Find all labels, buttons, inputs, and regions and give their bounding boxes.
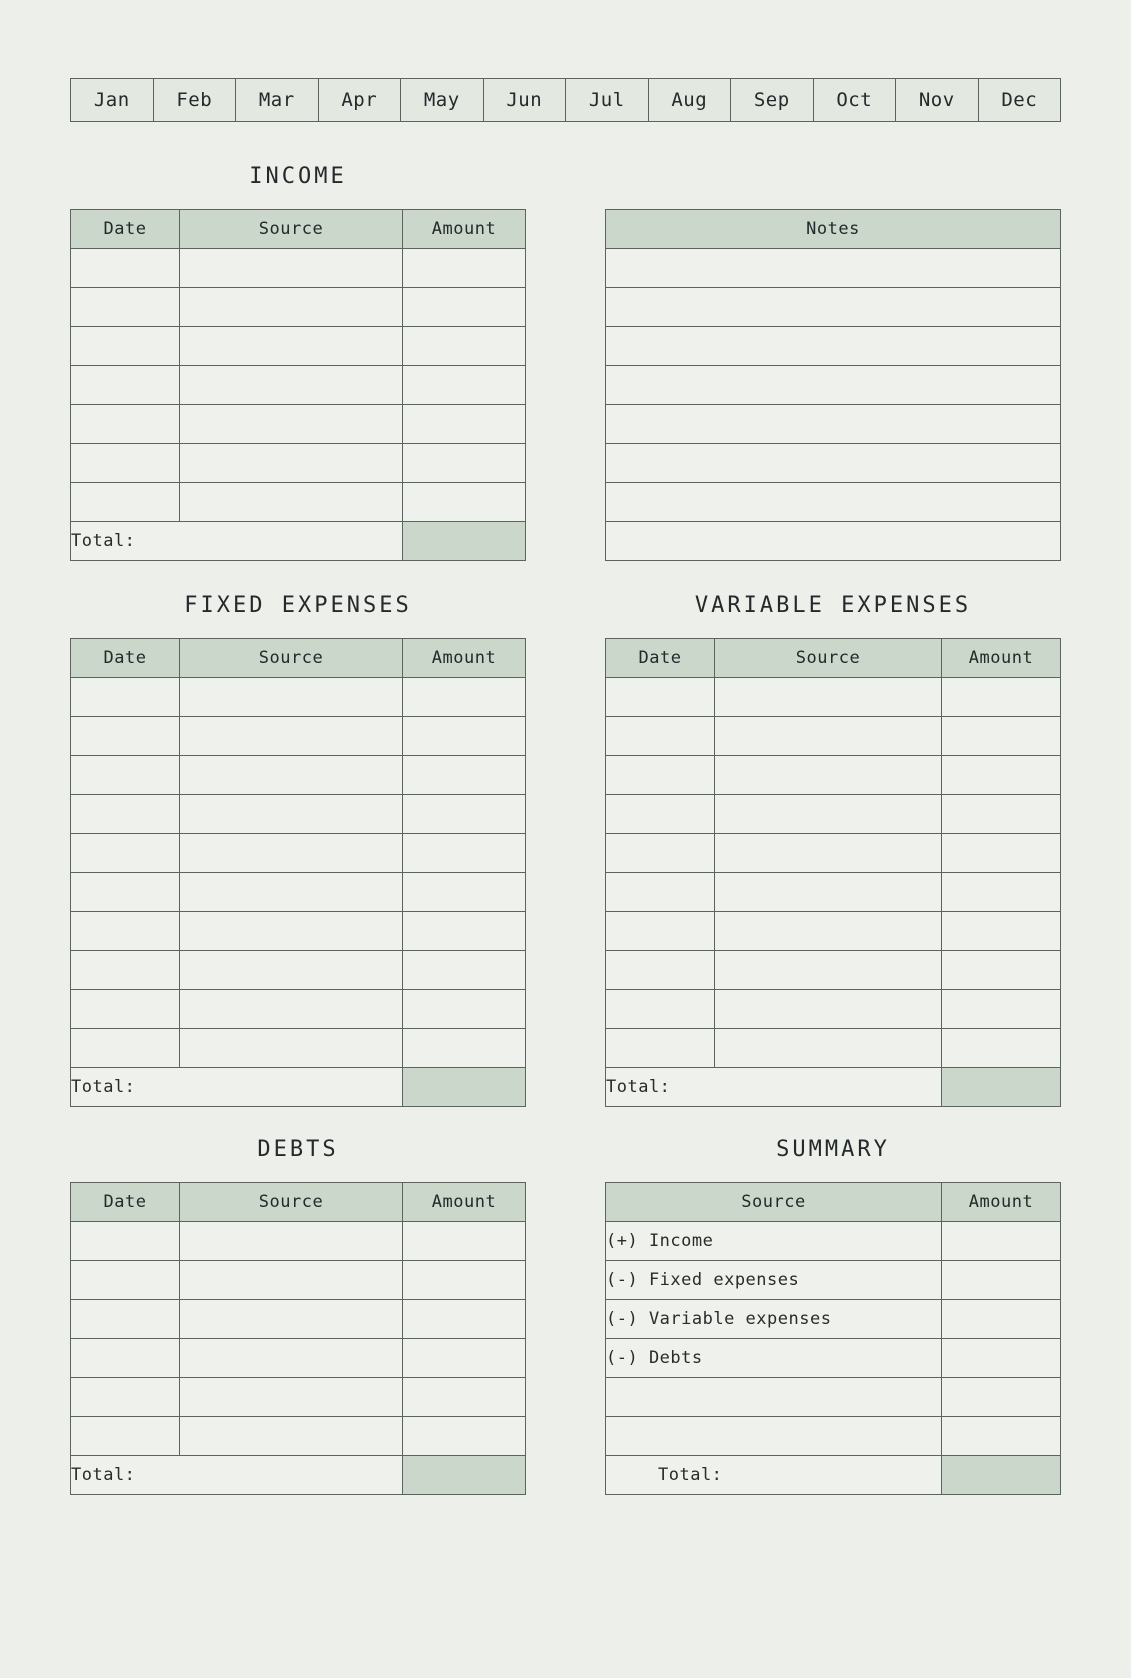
notes-cell[interactable] — [606, 327, 1061, 366]
table-row[interactable] — [71, 483, 526, 522]
income-total-value[interactable] — [403, 522, 526, 561]
notes-cell[interactable] — [606, 522, 1061, 561]
summary-total-row — [606, 1456, 1061, 1495]
income-cell-date[interactable] — [71, 444, 180, 483]
debts-cell-source[interactable] — [180, 1339, 403, 1378]
table-row[interactable] — [606, 951, 1061, 990]
fixed-cell-amount[interactable] — [403, 873, 526, 912]
table-row[interactable] — [71, 1378, 526, 1417]
table-row[interactable] — [71, 366, 526, 405]
fixed-cell-source[interactable] — [180, 717, 403, 756]
debts-cell-date[interactable] — [71, 1339, 180, 1378]
summary-total-value[interactable] — [942, 1456, 1061, 1495]
variable-cell-amount[interactable] — [942, 678, 1061, 717]
income-cell-source[interactable] — [180, 327, 403, 366]
variable-cell-amount[interactable] — [942, 912, 1061, 951]
summary-label-fixed-expenses: (-) Fixed expenses — [606, 1261, 942, 1300]
fixed-cell-amount[interactable] — [403, 1029, 526, 1068]
notes-cell[interactable] — [606, 405, 1061, 444]
debts-cell-date[interactable] — [71, 1222, 180, 1261]
variable-cell-source[interactable] — [715, 990, 942, 1029]
table-row[interactable] — [606, 1261, 1061, 1300]
fixed-cell-date[interactable] — [71, 912, 180, 951]
income-cell-date[interactable] — [71, 366, 180, 405]
variable-cell-amount[interactable] — [942, 795, 1061, 834]
month-tab-bar — [70, 78, 1061, 122]
table-row[interactable] — [606, 912, 1061, 951]
variable-cell-date[interactable] — [606, 912, 715, 951]
table-row[interactable] — [71, 1417, 526, 1456]
income-table — [70, 209, 526, 561]
table-row[interactable] — [71, 1339, 526, 1378]
income-cell-source[interactable] — [180, 366, 403, 405]
month-tab-jan[interactable]: Jan — [71, 79, 154, 121]
table-row[interactable] — [606, 405, 1061, 444]
fixed-cell-amount[interactable] — [403, 756, 526, 795]
table-row[interactable] — [71, 405, 526, 444]
fixed-cell-source[interactable] — [180, 795, 403, 834]
fixed-cell-date[interactable] — [71, 834, 180, 873]
fixed-header-amount: Amount — [403, 639, 526, 678]
debts-cell-amount[interactable] — [403, 1261, 526, 1300]
fixed-cell-source[interactable] — [180, 873, 403, 912]
table-header-row — [71, 1183, 526, 1222]
variable-cell-date[interactable] — [606, 678, 715, 717]
variable-cell-source[interactable] — [715, 834, 942, 873]
fixed-cell-date[interactable] — [71, 990, 180, 1029]
table-row[interactable] — [606, 678, 1061, 717]
month-tab-may[interactable]: May — [401, 79, 484, 121]
variable-cell-date[interactable] — [606, 756, 715, 795]
summary-value-debts[interactable] — [942, 1339, 1061, 1378]
variable-cell-amount[interactable] — [942, 873, 1061, 912]
fixed-total-row — [71, 1068, 526, 1107]
income-cell-amount[interactable] — [403, 405, 526, 444]
variable-cell-source[interactable] — [715, 951, 942, 990]
variable-cell-source[interactable] — [715, 795, 942, 834]
income-cell-date[interactable] — [71, 405, 180, 444]
income-cell-amount[interactable] — [403, 288, 526, 327]
income-cell-source[interactable] — [180, 483, 403, 522]
variable-header-amount: Amount — [942, 639, 1061, 678]
income-cell-amount[interactable] — [403, 366, 526, 405]
month-tab-oct[interactable]: Oct — [814, 79, 897, 121]
month-tab-jul[interactable]: Jul — [566, 79, 649, 121]
income-section-title: INCOME — [249, 164, 347, 189]
notes-cell[interactable] — [606, 288, 1061, 327]
debts-header-source: Source — [180, 1183, 403, 1222]
fixed-cell-date[interactable] — [71, 717, 180, 756]
income-cell-source[interactable] — [180, 249, 403, 288]
table-header-row — [606, 210, 1061, 249]
table-row[interactable] — [606, 366, 1061, 405]
fixed-expenses-section-title: FIXED EXPENSES — [184, 593, 412, 618]
table-row[interactable] — [606, 1222, 1061, 1261]
summary-label-blank[interactable] — [606, 1378, 942, 1417]
debts-cell-date[interactable] — [71, 1417, 180, 1456]
income-cell-amount[interactable] — [403, 483, 526, 522]
summary-section-title: SUMMARY — [776, 1137, 890, 1162]
table-row[interactable] — [71, 288, 526, 327]
variable-cell-date[interactable] — [606, 717, 715, 756]
month-tab-apr[interactable]: Apr — [319, 79, 402, 121]
table-row[interactable] — [71, 756, 526, 795]
table-header-row — [71, 639, 526, 678]
debts-cell-amount[interactable] — [403, 1339, 526, 1378]
notes-cell[interactable] — [606, 366, 1061, 405]
table-row[interactable] — [606, 717, 1061, 756]
table-row[interactable] — [71, 249, 526, 288]
debts-cell-amount[interactable] — [403, 1300, 526, 1339]
table-row[interactable] — [71, 912, 526, 951]
fixed-header-date: Date — [71, 639, 180, 678]
month-tab-sep[interactable]: Sep — [731, 79, 814, 121]
variable-cell-date[interactable] — [606, 1029, 715, 1068]
variable-header-date: Date — [606, 639, 715, 678]
table-row[interactable] — [71, 873, 526, 912]
summary-value-income[interactable] — [942, 1222, 1061, 1261]
income-cell-amount[interactable] — [403, 444, 526, 483]
notes-cell[interactable] — [606, 483, 1061, 522]
variable-total-value[interactable] — [942, 1068, 1061, 1107]
table-row[interactable] — [606, 327, 1061, 366]
table-row[interactable] — [71, 1300, 526, 1339]
fixed-cell-date[interactable] — [71, 678, 180, 717]
table-row[interactable] — [71, 834, 526, 873]
debts-total-label: Total: — [71, 1456, 403, 1495]
table-row[interactable] — [606, 249, 1061, 288]
fixed-cell-source[interactable] — [180, 756, 403, 795]
variable-cell-date[interactable] — [606, 990, 715, 1029]
table-row[interactable] — [606, 1417, 1061, 1456]
variable-cell-amount[interactable] — [942, 1029, 1061, 1068]
debts-cell-source[interactable] — [180, 1417, 403, 1456]
month-tab-dec[interactable]: Dec — [1001, 89, 1038, 111]
table-header-row — [606, 1183, 1061, 1222]
variable-expenses-table — [605, 638, 1061, 1107]
variable-cell-date[interactable] — [606, 795, 715, 834]
summary-value-fixed-expenses[interactable] — [942, 1261, 1061, 1300]
income-total-label: Total: — [71, 522, 403, 561]
variable-cell-source[interactable] — [715, 912, 942, 951]
income-cell-amount[interactable] — [403, 327, 526, 366]
month-tab-jun[interactable]: Jun — [484, 79, 567, 121]
debts-cell-date[interactable] — [71, 1300, 180, 1339]
fixed-cell-date[interactable] — [71, 756, 180, 795]
income-cell-source[interactable] — [180, 405, 403, 444]
fixed-cell-source[interactable] — [180, 834, 403, 873]
notes-header: Notes — [606, 210, 1061, 249]
fixed-cell-source[interactable] — [180, 678, 403, 717]
fixed-cell-source[interactable] — [180, 951, 403, 990]
table-row[interactable] — [606, 288, 1061, 327]
table-row[interactable] — [71, 717, 526, 756]
table-row[interactable] — [71, 327, 526, 366]
income-header-source: Source — [180, 210, 403, 249]
debts-cell-date[interactable] — [71, 1378, 180, 1417]
variable-cell-amount[interactable] — [942, 717, 1061, 756]
fixed-cell-source[interactable] — [180, 912, 403, 951]
fixed-header-source: Source — [180, 639, 403, 678]
table-row[interactable] — [606, 1300, 1061, 1339]
income-header-date: Date — [71, 210, 180, 249]
fixed-cell-amount[interactable] — [403, 717, 526, 756]
debts-section-title: DEBTS — [257, 1137, 339, 1162]
variable-cell-amount[interactable] — [942, 951, 1061, 990]
variable-total-label: Total: — [606, 1068, 942, 1107]
fixed-cell-date[interactable] — [71, 951, 180, 990]
table-row[interactable] — [71, 444, 526, 483]
table-row[interactable] — [606, 990, 1061, 1029]
table-row[interactable] — [606, 1029, 1061, 1068]
table-row[interactable] — [71, 990, 526, 1029]
notes-table — [605, 209, 1061, 561]
table-row[interactable] — [71, 951, 526, 990]
income-cell-date[interactable] — [71, 483, 180, 522]
summary-label-variable-expenses: (-) Variable expenses — [606, 1300, 942, 1339]
debts-cell-source[interactable] — [180, 1378, 403, 1417]
fixed-cell-amount[interactable] — [403, 912, 526, 951]
summary-total-label: Total: — [606, 1456, 942, 1495]
table-row[interactable] — [71, 795, 526, 834]
variable-cell-amount[interactable] — [942, 834, 1061, 873]
table-row[interactable] — [71, 1222, 526, 1261]
fixed-cell-amount[interactable] — [403, 834, 526, 873]
summary-header-source: Source — [606, 1183, 942, 1222]
fixed-expenses-table — [70, 638, 526, 1107]
variable-cell-source[interactable] — [715, 873, 942, 912]
summary-label-blank[interactable] — [606, 1417, 942, 1456]
table-row[interactable] — [606, 1378, 1061, 1417]
income-cell-amount[interactable] — [403, 249, 526, 288]
fixed-cell-amount[interactable] — [403, 951, 526, 990]
table-header-row — [71, 210, 526, 249]
variable-cell-source[interactable] — [715, 756, 942, 795]
debts-cell-source[interactable] — [180, 1222, 403, 1261]
table-row[interactable] — [606, 522, 1061, 561]
debts-cell-date[interactable] — [71, 1261, 180, 1300]
fixed-cell-date[interactable] — [71, 795, 180, 834]
table-row[interactable] — [71, 1029, 526, 1068]
income-cell-source[interactable] — [180, 288, 403, 327]
variable-cell-amount[interactable] — [942, 756, 1061, 795]
fixed-cell-amount[interactable] — [403, 990, 526, 1029]
summary-value-blank[interactable] — [942, 1417, 1061, 1456]
fixed-cell-date[interactable] — [71, 1029, 180, 1068]
income-total-row — [71, 522, 526, 561]
debts-total-row — [71, 1456, 526, 1495]
fixed-cell-date[interactable] — [71, 873, 180, 912]
fixed-cell-amount[interactable] — [403, 795, 526, 834]
month-tab-nov[interactable]: Nov — [896, 79, 979, 121]
summary-table — [605, 1182, 1061, 1495]
variable-cell-amount[interactable] — [942, 990, 1061, 1029]
summary-value-variable-expenses[interactable] — [942, 1300, 1061, 1339]
income-cell-source[interactable] — [180, 444, 403, 483]
fixed-cell-amount[interactable] — [403, 678, 526, 717]
month-tab-aug[interactable]: Aug — [649, 79, 732, 121]
debts-cell-source[interactable] — [180, 1261, 403, 1300]
table-row[interactable] — [71, 678, 526, 717]
variable-cell-source[interactable] — [715, 717, 942, 756]
month-tab-mar[interactable]: Mar — [236, 79, 319, 121]
fixed-cell-source[interactable] — [180, 990, 403, 1029]
budget-planner-page — [0, 78, 1131, 1678]
table-row[interactable] — [606, 756, 1061, 795]
table-row[interactable] — [606, 873, 1061, 912]
fixed-total-label: Total: — [71, 1068, 403, 1107]
income-header-amount: Amount — [403, 210, 526, 249]
variable-total-row — [606, 1068, 1061, 1107]
summary-label-income: (+) Income — [606, 1222, 942, 1261]
table-row[interactable] — [606, 483, 1061, 522]
month-tab-feb[interactable]: Feb — [154, 79, 237, 121]
income-cell-date[interactable] — [71, 249, 180, 288]
variable-header-source: Source — [715, 639, 942, 678]
notes-cell[interactable] — [606, 249, 1061, 288]
debts-cell-amount[interactable] — [403, 1378, 526, 1417]
table-row[interactable] — [606, 795, 1061, 834]
variable-cell-date[interactable] — [606, 873, 715, 912]
debts-cell-amount[interactable] — [403, 1222, 526, 1261]
debts-cell-source[interactable] — [180, 1300, 403, 1339]
income-cell-date[interactable] — [71, 288, 180, 327]
variable-cell-date[interactable] — [606, 834, 715, 873]
fixed-cell-source[interactable] — [180, 1029, 403, 1068]
debts-header-date: Date — [71, 1183, 180, 1222]
debts-header-amount: Amount — [403, 1183, 526, 1222]
debts-cell-amount[interactable] — [403, 1417, 526, 1456]
variable-expenses-section-title: VARIABLE EXPENSES — [694, 593, 972, 618]
fixed-total-value[interactable] — [403, 1068, 526, 1107]
summary-value-blank[interactable] — [942, 1378, 1061, 1417]
variable-cell-date[interactable] — [606, 951, 715, 990]
table-row[interactable] — [606, 1339, 1061, 1378]
variable-cell-source[interactable] — [715, 678, 942, 717]
table-row[interactable] — [71, 1261, 526, 1300]
income-cell-date[interactable] — [71, 327, 180, 366]
debts-table — [70, 1182, 526, 1495]
table-header-row — [606, 639, 1061, 678]
summary-label-debts: (-) Debts — [606, 1339, 942, 1378]
table-row[interactable] — [606, 834, 1061, 873]
debts-total-value[interactable] — [403, 1456, 526, 1495]
summary-header-amount: Amount — [942, 1183, 1061, 1222]
table-row[interactable] — [606, 444, 1061, 483]
variable-cell-source[interactable] — [715, 1029, 942, 1068]
notes-cell[interactable] — [606, 444, 1061, 483]
